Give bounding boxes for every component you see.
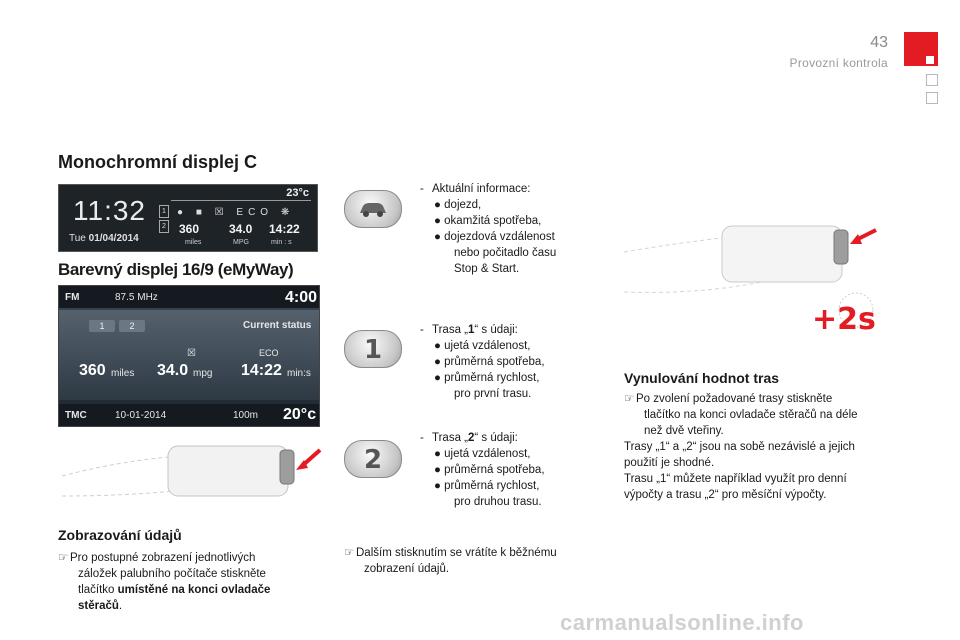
mono-date: Tue 01/04/2014 <box>69 233 139 244</box>
color-top-bar <box>59 286 319 308</box>
car-icon <box>357 199 389 219</box>
reset-paragraph: ☞ Po zvolení požadované trasy stiskněte tlačítko na konci ovladače stěračů na déle než dvě vteřiny. Trasy „1“ a „2“ jsou na sobě nezávislé a jejich použití je shodné. Trasu „1“ můžete například využít pro denní výpočty a trasu „2“ pro měsíční výpočty. <box>624 393 858 501</box>
left-paragraph: ☞ Pro postupné zobrazení jednotlivých záložek palubního počítače stiskněte tlačítko umístěné na konci ovladače stěračů. <box>58 552 271 612</box>
mono-display-image <box>58 184 318 252</box>
watermark: carmanualsonline.info <box>560 610 804 635</box>
arrow-bullet-icon: ☞ <box>344 547 355 559</box>
hold-2-seconds-label: +2s <box>812 302 876 337</box>
color-tab-2: 2 <box>119 320 145 332</box>
mono-consumption-unit: MPG <box>233 239 249 246</box>
trip-2-glyph: 2 <box>363 445 383 475</box>
radio-band: FM <box>65 292 80 303</box>
mono-icons-row <box>177 207 294 218</box>
wiper-stalk-illustration <box>58 436 326 506</box>
trip-button-car-icon <box>344 190 402 228</box>
mono-divider-line <box>171 200 311 201</box>
mono-clock: 11:32 <box>73 195 146 226</box>
color-eco-label: ECO <box>259 348 279 358</box>
color-time-unit: min:s <box>287 368 311 379</box>
heading-color-display: Barevný displej 16/9 (eMyWay) <box>58 260 294 279</box>
trip-icon: ☒ <box>214 207 229 218</box>
nav-distance: 100m <box>233 410 259 421</box>
heading-vynulovani: Vynulování hodnot tras <box>624 370 780 386</box>
radio-frequency: 87.5 MHz <box>115 292 158 303</box>
current-status-label: Current status <box>243 320 312 331</box>
section-title: Provozní kontrola <box>789 56 888 70</box>
mono-time-value: 14:22 <box>269 222 300 236</box>
page-number: 43 <box>870 34 888 51</box>
mono-tabs: 1 2 <box>159 205 167 245</box>
color-range-unit: miles <box>111 368 135 379</box>
chapter-tab-box <box>926 74 938 86</box>
color-temperature: 20°c <box>283 406 317 423</box>
trip-1-glyph: 1 <box>363 335 383 365</box>
color-consumption-value: 34.0 <box>157 362 189 379</box>
chapter-tab-marker <box>904 32 938 66</box>
block-trip-2: - Trasa „2“ s údaji: ● ujetá vzdálenost, ● průměrná spotřeba, ● průměrná rychlost, pro druhou trasu. <box>420 432 545 508</box>
fuel-pump-icon: ■ <box>195 207 207 218</box>
mono-range-value: 360 <box>179 222 200 236</box>
color-date: 10-01-2014 <box>115 410 167 421</box>
trip-1-button <box>344 330 402 368</box>
block-current-info: - Aktuální informace: ● dojezd, ● okamžitá spotřeba, ● dojezdová vzdálenost nebo počitadlo času Stop & Start. <box>420 183 557 275</box>
stop-start-icon: ❋ <box>280 207 295 218</box>
trip-icon: ☒ <box>187 348 196 359</box>
tmc-label: TMC <box>65 410 87 421</box>
block-trip-1: - Trasa „1“ s údaji: ● ujetá vzdálenost, ● průměrná spotřeba, ● průměrná rychlost, pro první trasu. <box>420 324 545 400</box>
heading-mono-display: Monochromní displej C <box>58 152 258 172</box>
color-tab-1: 1 <box>89 320 115 332</box>
car-icon: ● <box>177 207 189 218</box>
trip-2-button <box>344 440 402 478</box>
mono-temperature: 23°c <box>286 187 309 199</box>
mono-consumption-value: 34.0 <box>229 222 253 236</box>
color-clock: 4:00 <box>285 289 318 306</box>
color-display-image <box>58 285 320 427</box>
color-consumption-unit: mpg <box>193 368 213 379</box>
chapter-tab-box <box>926 92 938 104</box>
color-time-value: 14:22 <box>241 362 282 379</box>
arrow-bullet-icon: ☞ <box>624 393 635 405</box>
heading-zobrazovani: Zobrazování údajů <box>58 527 182 543</box>
arrow-bullet-icon: ☞ <box>58 552 69 564</box>
mono-range-unit: miles <box>185 239 202 246</box>
color-bottom-bar <box>59 404 319 426</box>
middle-bottom-paragraph: ☞ Dalším stisknutím se vrátíte k běžnému zobrazení údajů. <box>344 547 557 575</box>
mono-time-unit: min : s <box>271 239 292 246</box>
color-range-value: 360 <box>79 362 106 379</box>
wiper-stalk-illustration-right <box>622 212 878 298</box>
eco-label: ECO <box>236 207 274 218</box>
